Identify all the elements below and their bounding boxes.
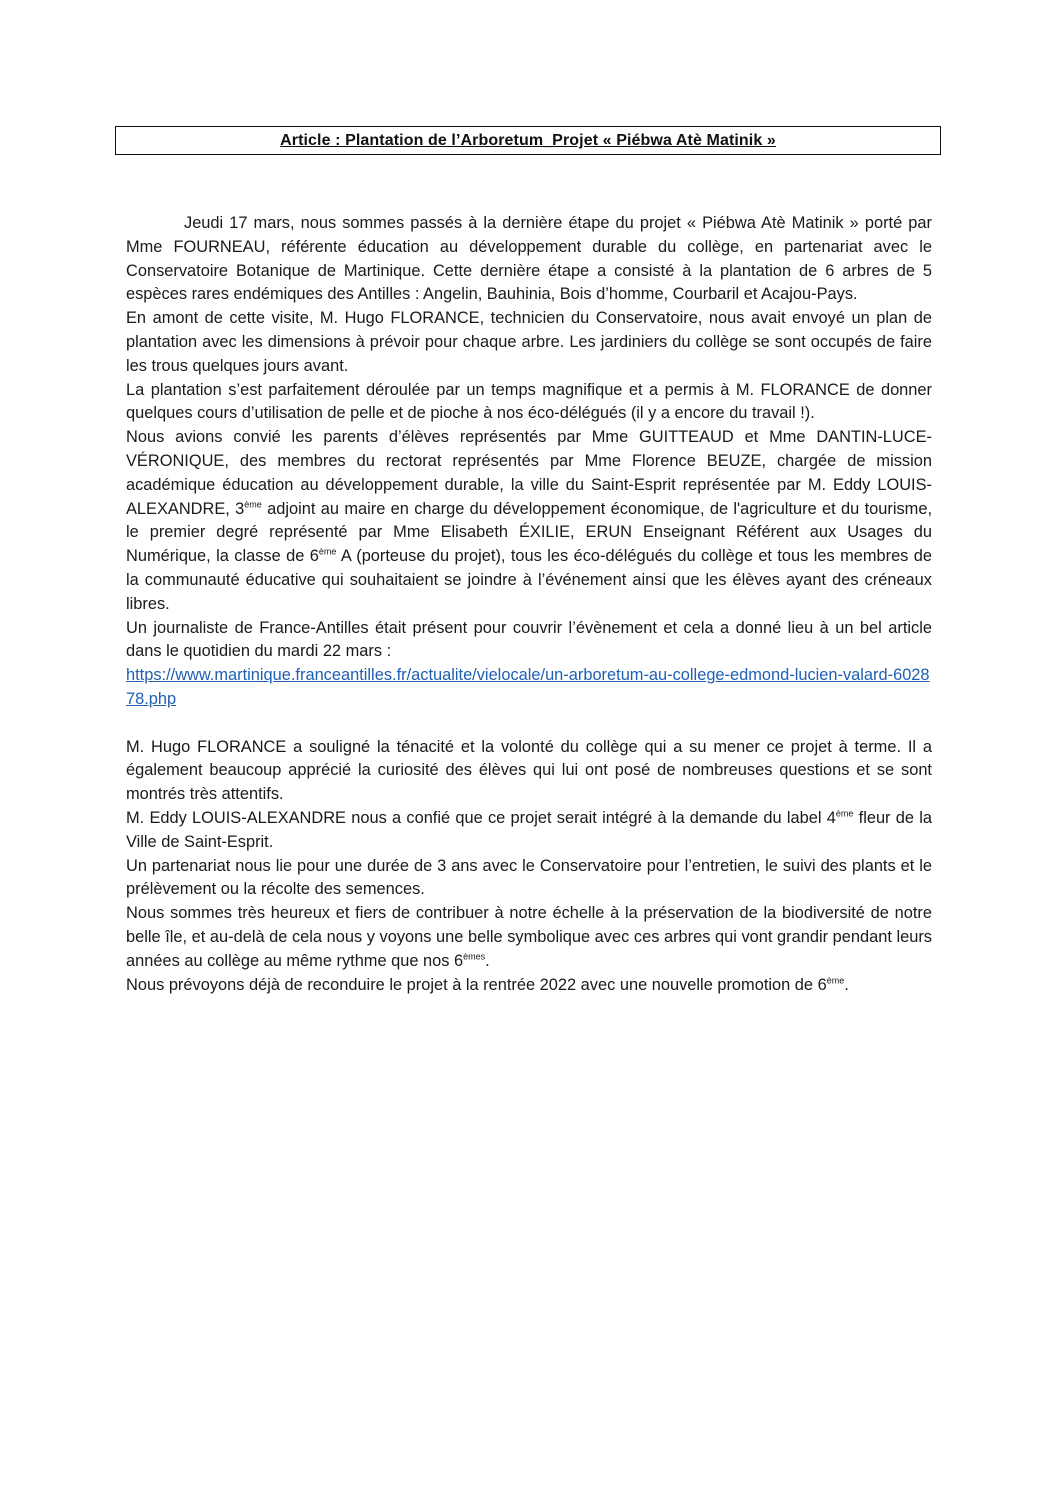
paragraph-guests bbox=[126, 426, 932, 616]
superscript-eme: ème bbox=[826, 975, 845, 986]
paragraph-press: Un journaliste de France-Antilles était présent pour couvrir l’évènement et cela a donné lieu à un bel article dans le quotidien du mardi 22 mars : bbox=[126, 618, 932, 661]
paragraph-florance: M. Hugo FLORANCE a souligné la ténacité et la volonté du collège qui a su mener ce projet à terme. Il a également beaucoup apprécié la curiosité des élèves qui lui ont posé de nombreuses questions et se sont montrés très attentifs. bbox=[126, 737, 932, 804]
article-title: Article : Plantation de l’Arboretum_Projet « Piébwa Atè Matinik » bbox=[280, 132, 776, 149]
biodiversity-end: . bbox=[485, 951, 490, 970]
article-link-paragraph bbox=[126, 664, 932, 712]
next-year-text: Nous prévoyons déjà de reconduire le projet à la rentrée 2022 avec une nouvelle promotion de 6 bbox=[126, 975, 827, 994]
guests-text-part3: A (porteuse du projet), tous les éco-délégués du collège et tous les membres de la communauté éducative qui souhaitaient se joindre à l’événement ainsi que les élèves ayant des créneaux libres. bbox=[126, 547, 932, 613]
title-box bbox=[115, 126, 941, 155]
paragraph-biodiversity bbox=[126, 902, 932, 973]
biodiversity-text: Nous sommes très heureux et fiers de contribuer à notre échelle à la préservation de la biodiversité de notre belle île, et au-delà de cela nous y voyons une belle symbolique avec ces arbres qui vont grandir pendant leurs années au collège au même rythme que nos 6 bbox=[126, 904, 932, 970]
guests-text-part2: adjoint au maire en charge du développement économique, de l'agriculture et du tourisme, le premier degré représenté par Mme Elisabeth ÉXILIE, ERUN Enseignant Référent aux Usages du Numérique, la classe de 6 bbox=[126, 499, 932, 566]
article-body bbox=[126, 212, 932, 997]
next-year-end: . bbox=[844, 975, 849, 994]
superscript-eme: ème bbox=[318, 546, 337, 557]
paragraph-intro: Jeudi 17 mars, nous sommes passés à la dernière étape du projet « Piébwa Atè Matinik » porté par Mme FOURNEAU, référente éducation au développement durable du collège, en partenariat avec le Conservatoire Botanique de Martinique. Cette dernière étape a consisté à la plantation de 6 arbres de 5 espèces rares endémiques des Antilles : Angelin, Bauhinia, Bois d’homme, Courbaril et Acajou-Pays. bbox=[126, 214, 932, 304]
paragraph-label bbox=[126, 807, 932, 855]
label-text-part2: fleur de la Ville de Saint-Esprit. bbox=[126, 808, 932, 851]
superscript-emes: èmes bbox=[463, 951, 486, 962]
superscript-eme: ème bbox=[835, 808, 854, 819]
paragraph-plantation: La plantation s’est parfaitement déroulée par un temps magnifique et a permis à M. FLORANCE de donner quelques cours d’utilisation de pelle et de pioche à nos éco-délégués (il y a encore du travail !). bbox=[126, 380, 932, 423]
paragraph-spacer bbox=[126, 712, 932, 736]
paragraph-preparation: En amont de cette visite, M. Hugo FLORANCE, technicien du Conservatoire, nous avait envoyé un plan de plantation avec les dimensions à prévoir pour chaque arbre. Les jardiniers du collège se sont occupés de faire les trous quelques jours avant. bbox=[126, 309, 932, 375]
label-text-part1: M. Eddy LOUIS-ALEXANDRE nous a confié que ce projet serait intégré à la demande du label 4 bbox=[126, 808, 836, 827]
guests-text-part1: Nous avions convié les parents d’élèves représentés par Mme GUITTEAUD et Mme DANTIN-LUCE-VÉRONIQUE, des membres du rectorat représentés par Mme Florence BEUZE, chargée de mission académique éducation au développement durable, la ville du Saint-Esprit représentée par M. Eddy LOUIS-ALEXANDRE, 3 bbox=[126, 428, 932, 518]
article-link[interactable]: https://www.martinique.franceantilles.fr/actualite/vielocale/un-arboretum-au-college-edmond-lucien-valard-602878.php bbox=[126, 666, 930, 708]
paragraph-partnership: Un partenariat nous lie pour une durée de 3 ans avec le Conservatoire pour l’entretien, le suivi des plants et le prélèvement ou la récolte des semences. bbox=[126, 856, 932, 899]
paragraph-next-year bbox=[126, 974, 932, 998]
superscript-eme: ème bbox=[244, 499, 262, 510]
